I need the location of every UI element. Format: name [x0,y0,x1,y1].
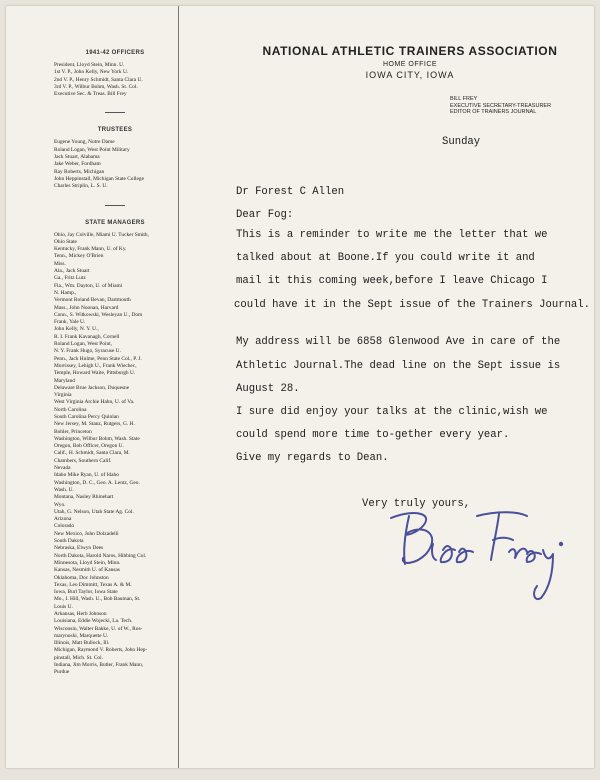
sender-name: BILL FREY [450,96,478,102]
roster-line: R. I. Frank Kavanagh, Cornell [54,333,120,340]
roster-line: Idaho Mike Ryan, U. of Idaho [54,472,119,479]
roster-line: Nebraska, Elwyn Dees [54,545,104,552]
roster-line: Penn., Jack Hulme, Penn State Col., P. J. [54,355,142,362]
roster-line: South Dakota [54,538,84,545]
roster-line: Minnesota, Lloyd Stein, Minn. [54,559,121,566]
roster-line: Arkansas, Herb Johnson [54,611,107,617]
roster-line: Washington, Wilbur Bohm, Wash. State [54,435,140,442]
roster-line: New Mexico, John Dolzadelli [54,530,119,537]
roster-line: President, Lloyd Stein, Minn. U. [54,62,125,68]
roster-line: Frank, Yale U. [54,319,86,326]
sender-block [450,96,551,116]
roster-line: Oregon, Bob Officer, Oregon U. [54,443,124,450]
roster-line: marynoski, Marquette U. [54,632,109,639]
roster-line: Mass., John Noonan, Harvard [54,304,119,311]
letter-closing: Very truly yours, [362,498,471,510]
roster-line: Washington, D. C., Geo. A. Lentz, Geo. [54,479,140,486]
divider [105,112,125,113]
roster-line: Mo., I. Hill, Wash. U., Bob Bauman, St. [54,596,141,603]
letter-line: could have it in the Sept issue of the Trainers Journal. [234,299,591,311]
roster-line: Vermont Roland Bevan, Dartmouth [54,297,131,304]
divider [105,205,125,206]
roster-line: Chambers, Southern Calif. [54,457,112,464]
officers-heading: 1941-42 OFFICERS [85,50,145,56]
roster-line: Nevada [54,465,71,472]
roster-line: N. Hamp., [54,289,77,296]
roster-line: Ohio State [54,238,77,245]
letter-line: My address will be 6858 Glenwood Ave in care of the [236,336,561,348]
letter-line: talked about at Boone.If you could write it and [236,252,535,264]
roster-line: South Carolina Percy Quinlan [54,413,119,420]
sender-title-1: EXECUTIVE SECRETARY-TREASURER [450,102,552,109]
roster-line: N. Y. Frank Hugo, Syracuse U. [54,348,121,355]
roster-line: Charles Striplin, L. S. U. [54,183,108,190]
handwritten-signature [381,506,571,606]
trustees-heading: TRUSTEES [97,127,133,134]
roster-line: Calif., H. Schmidt, Santa Clara, M. [54,450,130,457]
roster-line: Roland Logan, West Point, [54,341,113,348]
letter-line: August 28. [236,383,300,395]
roster-line: John Kelly, N. Y. U., [54,326,99,333]
roster-line: New Jersey, M. Stanz, Rutgers, G. H. [54,421,135,428]
roster-line: Conn., S. Witkowski, Wesleyan U., Dom [54,311,143,318]
roster-line: Miss. [54,260,66,267]
roster-line: Kansas, Nesmith U. of Kansas [54,567,120,574]
roster-line: Kentucky, Frank Mann, U. of Ky. [54,246,127,253]
city-label: IOWA CITY, IOWA [365,70,455,80]
roster-line: Wisconsin, Walter Bakke, U. of W., Ros- [54,625,143,632]
roster-line: Jack Stuart, Alabama [54,154,100,161]
roster-line: Morrissey, Lehigh U., Frank Wiechec, [54,362,137,369]
sidebar-content [54,46,176,677]
roster-line: Maryland [54,377,75,384]
roster-line: Louisiana, Eddie Wojecki, La. Tech. [54,618,133,625]
letter-line: Give my regards to Dean. [236,452,389,464]
letter-line: This is a reminder to write me the letter that we [236,229,548,241]
roster-line: West Virginia Archie Hahn, U. of Va. [54,399,135,406]
roster-line: 2nd V. P., Henry Schmidt, Santa Clara U. [54,76,143,83]
roster-line: Roland Logan, West Point Military [54,146,130,153]
roster-line: Colorado [54,523,75,530]
letter-line: could spend more time to-gether every year. [236,429,510,441]
roster-line: Michigan, Raymond V. Roberts, John Hep- [54,647,148,654]
roster-line: Montana, Nasley Rhinehart [54,494,114,501]
letterhead [178,44,594,80]
roster-line: Indiana, Jim Morris, Butler, Frank Mann, [54,662,144,669]
roster-line: Illinois, Matt Bullock, Ill. [54,640,110,647]
roster-line: Executive Sec. & Treas. Bill Frey [54,91,127,98]
roster-line: Utah, G. Nelson, Utah State Ag. Col. [54,508,134,515]
roster-line: Temple, Howard Waite, Pittsburgh U. [54,370,136,377]
roster-line: Ala., Jack Stuart [54,268,90,275]
roster-line: Tenn., Mickey O'Brien [54,253,104,260]
roster-line: Texas, Leo Dimmitt, Texas A. & M. [54,581,132,588]
managers-list [54,232,176,677]
roster-line: North Dakota, Harold Naros, Hibbing Col. [54,552,147,559]
roster-line: 3rd V. P., Wilbur Bohm, Wash. St. Col. [54,83,138,90]
sender-title-2: EDITOR OF TRAINERS JOURNAL [450,109,537,115]
roster-line: pinstall, Mich. St. Col. [54,654,103,661]
roster-line: Virginia [54,392,72,399]
org-name: NATIONAL ATHLETIC TRAINERS ASSOCIATION [262,44,558,58]
roster-line: Ray Roberts, Michigan [54,168,105,175]
letter-day: Sunday [442,136,481,148]
letter-addressee: Dr Forest C Allen [236,186,345,198]
roster-line: Ga., Fritz Lutz [54,275,86,282]
roster-line: John Heppinstall, Michigan State College [54,175,144,182]
officers-list [54,62,176,98]
roster-line: Oklahoma, Doc Johnston [54,574,109,581]
roster-line: Delaware Brue Jackson, Duquesne [54,384,130,391]
letter-salutation: Dear Fog: [236,209,294,221]
roster-line: Fla., Wm. Dayton, U. of Miami [54,282,123,289]
letter-line: I sure did enjoy your talks at the clinic,wish we [236,406,548,418]
trustees-list [54,139,176,190]
roster-line: Purdue [54,669,70,676]
roster-line: Wyo. [54,501,66,508]
roster-line: Arizona [54,516,72,523]
roster-line: North Carolina [54,406,87,413]
roster-line: Louis U. [54,603,73,610]
managers-heading: STATE MANAGERS [85,219,145,226]
roster-line: Eugene Young, Notre Dame [54,139,115,146]
roster-line: Bohler, Princeton [54,428,92,435]
home-office-label: HOME OFFICE [382,61,438,68]
roster-line: Wash. U. [54,486,74,493]
roster-line: Ohio, Jay Colville, Miami U. Tucker Smith, [54,231,149,238]
sidebar-roster [6,6,179,768]
letter-line: mail it this coming week,before I leave Chicago I [236,275,548,287]
letter-page [6,6,594,768]
roster-line: Iowa, Burl Taylor, Iowa State [54,589,118,596]
roster-line: 1st V. P., John Kelly, New York U. [54,69,129,76]
roster-line: Jake Weber, Fordham [54,161,101,168]
letter-line: Athletic Journal.The dead line on the Sept issue is [236,360,561,372]
